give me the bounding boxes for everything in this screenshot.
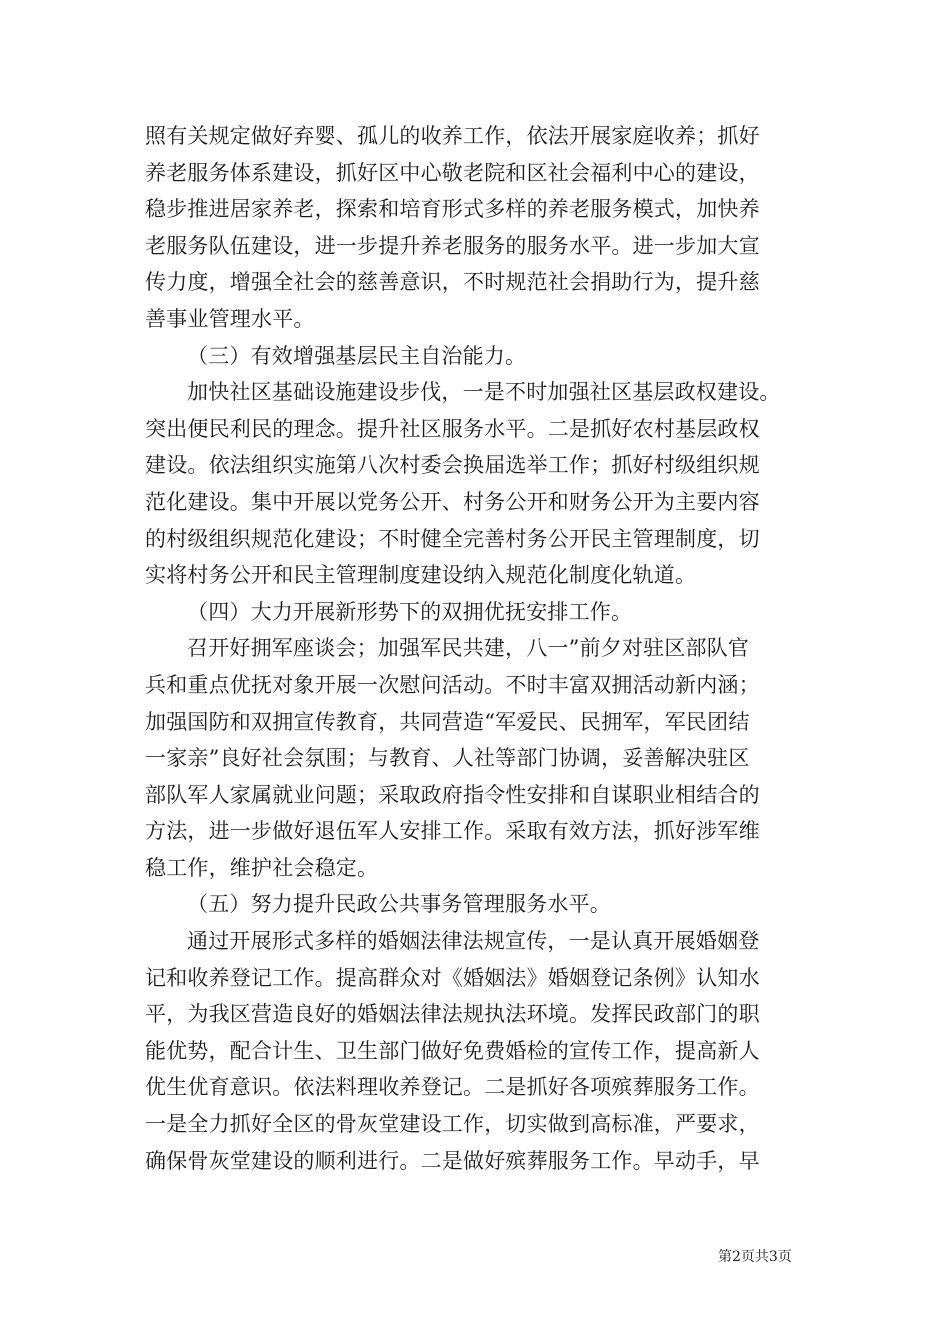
text-line: （三）有效增强基层民主自治能力。 [187, 343, 527, 368]
text-line: 老服务队伍建设，进一步提升养老服务的服务水平。进一步加大宣 [145, 233, 760, 258]
text-line: 方法，进一步做好退伍军人安排工作。采取有效方法，抓好涉军维 [145, 819, 760, 844]
text-line: （五）努力提升民政公共事务管理服务水平。 [187, 892, 611, 917]
text-line: 养老服务体系建设，抓好区中心敬老院和区社会福利中心的建设， [145, 160, 760, 185]
text-line: 突出便民利民的理念。提升社区服务水平。二是抓好农村基层政权 [145, 416, 760, 441]
text-line: 确保骨灰堂建设的顺利进行。二是做好殡葬服务工作。早动手，早 [145, 1148, 760, 1173]
document-body [145, 118, 821, 1179]
text-line: 稳步推进居家养老，探索和培育形式多样的养老服务模式，加快养 [145, 197, 760, 222]
text-line: 的村级组织规范化建设；不时健全完善村务公开民主管理制度，切 [145, 526, 760, 551]
text-line: 实将村务公开和民主管理制度建设纳入规范化制度化轨道。 [145, 563, 697, 588]
text-line: 加快社区基础设施建设步伐，一是不时加强社区基层政权建设。 [187, 380, 781, 405]
text-line: 范化建设。集中开展以党务公开、村务公开和财务公开为主要内容 [145, 489, 760, 514]
text-line: 稳工作，维护社会稳定。 [145, 855, 379, 880]
text-line: 优生优育意识。依法料理收养登记。二是抓好各项殡葬服务工作。 [145, 1075, 760, 1100]
text-line: 建设。依法组织实施第八次村委会换届选举工作；抓好村级组织规 [145, 453, 760, 478]
text-line: 传力度，增强全社会的慈善意识，不时规范社会捐助行为，提升慈 [145, 270, 760, 295]
text-line: 记和收养登记工作。提高群众对《婚姻法》婚姻登记条例》认知水 [145, 965, 760, 990]
text-line: 召开好拥军座谈会；加强军民共建，八一”前夕对驻区部队官 [187, 636, 750, 661]
text-line: 通过开展形式多样的婚姻法律法规宣传，一是认真开展婚姻登 [187, 929, 760, 954]
text-line: 善事业管理水平。 [145, 306, 315, 331]
text-line: 照有关规定做好弃婴、孤儿的收养工作，依法开展家庭收养；抓好 [145, 124, 760, 148]
text-line: 部队军人家属就业问题；采取政府指令性安排和自谋职业相结合的 [145, 782, 760, 807]
text-line: 平，为我区营造良好的婚姻法律法规执法环境。发挥民政部门的职 [145, 1002, 760, 1027]
text-line: （四）大力开展新形势下的双拥优抚安排工作。 [187, 599, 633, 624]
text-line: 能优势，配合计生、卫生部门做好免费婚检的宣传工作，提高新人 [145, 1038, 760, 1063]
text-line: 加强国防和双拥宣传教育，共同营造“军爱民、民拥军，军民团结 [145, 709, 750, 734]
text-line: 一是全力抓好全区的骨灰堂建设工作，切实做到高标准，严要求， [145, 1112, 760, 1137]
text-line: 一家亲”良好社会氛围；与教育、人社等部门协调，妥善解决驻区 [145, 746, 750, 771]
page-number: 第2页共3页 [718, 1249, 792, 1265]
text-line: 兵和重点优抚对象开展一次慰问活动。不时丰富双拥活动新内涵； [145, 672, 760, 697]
